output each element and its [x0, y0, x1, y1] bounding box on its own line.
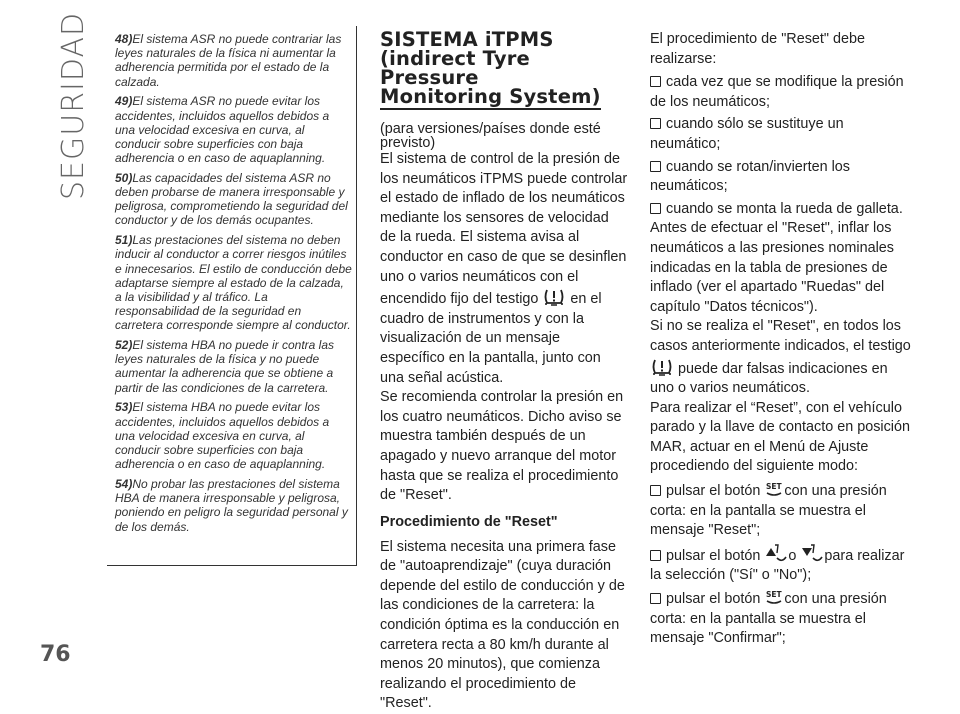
svg-text:SET: SET: [766, 482, 783, 492]
set-button-icon: [765, 589, 783, 607]
reset-case-2: cuando sólo se sustituye un neumático;: [650, 116, 844, 152]
recommend-paragraph: Se recomienda controlar la presión en los cuatro neumáticos. Dicho aviso se muestra también después de un apagado y nuevo arranque del motor hasta que se realiza el procedimiento de "Reset".: [380, 389, 624, 504]
page-number: 76: [40, 642, 71, 667]
reset-case-1: cada vez que se modifique la presión de los neumáticos;: [650, 74, 904, 110]
note-49: 49)El sistema ASR no puede evitar los accidentes, incluidos aquellos debidos a una velocidad excesiva en curva, al conducir sobre superficies con baja adherencia o en caso de aquaplanning.: [115, 94, 330, 166]
down-arrow-button-icon: [801, 544, 823, 564]
reset-when-intro: El procedimiento de "Reset" debe realizarse:: [650, 31, 866, 67]
itpms-column: [380, 30, 628, 714]
note-53: 53)El sistema HBA no puede evitar los accidentes, incluidos aquellos debidos a una velocidad excesiva en curva, al conducir sobre superficies con baja adherencia o en caso de aquaplanning.: [115, 400, 330, 472]
reset-heading: Procedimiento de "Reset": [380, 513, 558, 530]
reset-column: [650, 30, 912, 652]
step-1: pulsar el botón SET con una presión corta: en la pantalla se muestra el mensaje "Reset";: [650, 482, 887, 539]
intro-paragraph: El sistema de control de la presión de los neumáticos iTPMS puede controlar el estado de inflado de los neumáticos mediante los sensores de velocidad de la rueda. El sistema avisa al conductor en caso de que se desinflen uno o varios neumáticos con el encendido fijo del testigo en el cuadro de instrumentos y con la visualización de un mensaje específico en la pantalla, junto con una señal acústica.: [380, 151, 628, 386]
checkbox-bullet-icon: [650, 593, 661, 604]
checkbox-bullet-icon: [650, 76, 661, 87]
no-reset-paragraph: Si no se realiza el "Reset", en todos los casos anteriormente indicados, el testigo puede dar falsas indicaciones en uno o varios neumáticos.: [650, 318, 911, 397]
note-52: 52)El sistema HBA no puede ir contra las leyes naturales de la física y no puede aumentar la adherencia que se obtiene a partir de las condiciones de la carretera.: [115, 338, 334, 395]
warning-notes: [107, 26, 357, 566]
note-51: 51)Las prestaciones del sistema no deben inducir al conductor a correr riesgos inútiles e innecesarios. El estilo de conducción debe adaptarse siempre al estado de la calzada, a la visibilidad y al tráfico. La responsabilidad de la seguridad en carretera corresponde siempre al conductor.: [115, 233, 352, 333]
up-arrow-button-icon: [765, 544, 787, 564]
checkbox-bullet-icon: [650, 118, 661, 129]
section-label: SEGURIDAD: [56, 11, 91, 200]
reset-intro-paragraph: El sistema necesita una primera fase de "autoaprendizaje" (cuya duración depende del estilo de conducción y de las condiciones de la carretera: la condición óptima es la conducción en carretera recta a 80 km/h durante al menos 20 minutos), que comienza realizando el procedimiento de "Reset".: [380, 538, 625, 712]
set-button-icon: [765, 481, 783, 499]
step-3: pulsar el botón SET con una presión corta: en la pantalla se muestra el mensaje "Confirmar";: [650, 590, 887, 647]
procedure-intro: Para realizar el “Reset”, con el vehículo parado y la llave de contacto en posición MAR, actuar en el Menú de Ajuste procediendo del siguiente modo:: [650, 399, 911, 475]
checkbox-bullet-icon: [650, 161, 661, 172]
tire-pressure-warning-icon: [651, 357, 673, 377]
section-title: SISTEMA iTPMS (indirect Tyre Pressure Monitoring System): [380, 28, 601, 108]
svg-text:SET: SET: [766, 590, 783, 600]
tire-pressure-warning-icon: [543, 287, 565, 307]
reset-case-4: cuando se monta la rueda de galleta. Antes de efectuar el "Reset", inflar los neumáticos a las presiones nominales indicadas en la tabla de presiones de inflado (ver el apartado "Ruedas" del capítulo "Datos técnicos").: [650, 200, 903, 315]
checkbox-bullet-icon: [650, 550, 661, 561]
availability-note: (para versiones/países donde esté previsto): [380, 121, 601, 151]
checkbox-bullet-icon: [650, 203, 661, 214]
note-54: 54)No probar las prestaciones del sistema HBA de manera irresponsable y peligrosa, poniendo en peligro la seguridad personal y de los demás.: [115, 476, 348, 534]
checkbox-bullet-icon: [650, 485, 661, 496]
note-50: 50)Las capacidades del sistema ASR no deben probarse de manera irresponsable y peligrosa, comprometiendo la seguridad del conductor y de los demás ocupantes.: [115, 170, 348, 228]
note-48: 48)El sistema ASR no puede contrariar las leyes naturales de la física ni aumentar la adherencia permitida por el estado de la calzada.: [115, 32, 342, 89]
step-2: pulsar el botón o para realizar la selección ("Sí" o "No");: [650, 544, 912, 586]
reset-case-3: cuando se rotan/invierten los neumáticos;: [650, 158, 850, 195]
